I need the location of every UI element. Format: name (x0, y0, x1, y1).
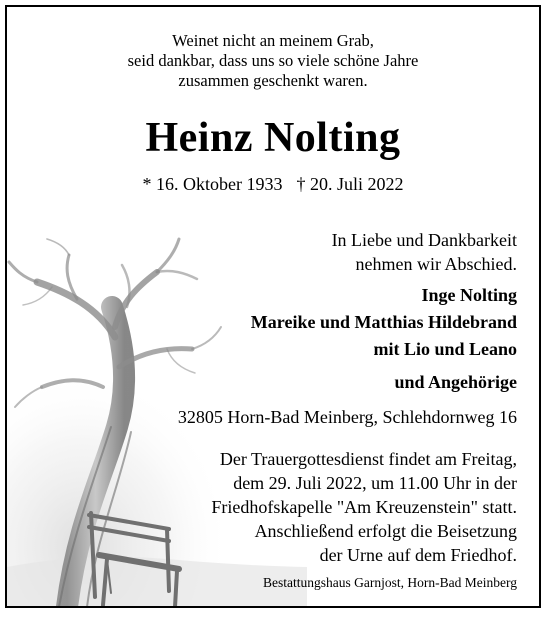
service-line: Anschließend erfolgt die Beisetzung (254, 521, 517, 541)
service-line: dem 29. Juli 2022, um 11.00 Uhr in der (233, 473, 517, 493)
funeral-service-info (97, 447, 517, 567)
farewell-line: In Liebe und Dankbarkeit (331, 230, 517, 250)
undertaker-credit: Bestattungshaus Garnjost, Horn-Bad Meinberg (263, 575, 517, 590)
mourner-primary: Inge Nolting (421, 285, 517, 305)
verse-line: seid dankbar, dass uns so viele schöne Jahre (127, 51, 419, 70)
verse-line: zusammen geschenkt waren. (178, 71, 368, 90)
farewell-line: nehmen wir Abschied. (355, 254, 517, 274)
obituary-notice (5, 5, 541, 608)
service-line: der Urne auf dem Friedhof. (319, 545, 517, 565)
life-dates (7, 173, 539, 195)
mourner-relatives: und Angehörige (394, 372, 517, 392)
mourner-family: Mareike und Matthias Hildebrand (250, 312, 517, 332)
mourner-family-children: mit Lio und Leano (373, 339, 517, 359)
service-line: Friedhofskapelle "Am Kreuzenstein" statt. (211, 497, 517, 517)
verse-line: Weinet nicht an meinem Grab, (172, 31, 374, 50)
birth-date: * 16. Oktober 1933 (142, 174, 283, 194)
mourners-list (97, 282, 517, 396)
family-address: 32805 Horn-Bad Meinberg, Schlehdornweg 16 (177, 407, 517, 427)
death-date: † 20. Juli 2022 (296, 174, 404, 194)
memorial-verse (7, 31, 539, 91)
deceased-name: Heinz Nolting (145, 115, 401, 161)
service-line: Der Trauergottesdienst findet am Freitag, (219, 449, 517, 469)
farewell-text (97, 228, 517, 276)
